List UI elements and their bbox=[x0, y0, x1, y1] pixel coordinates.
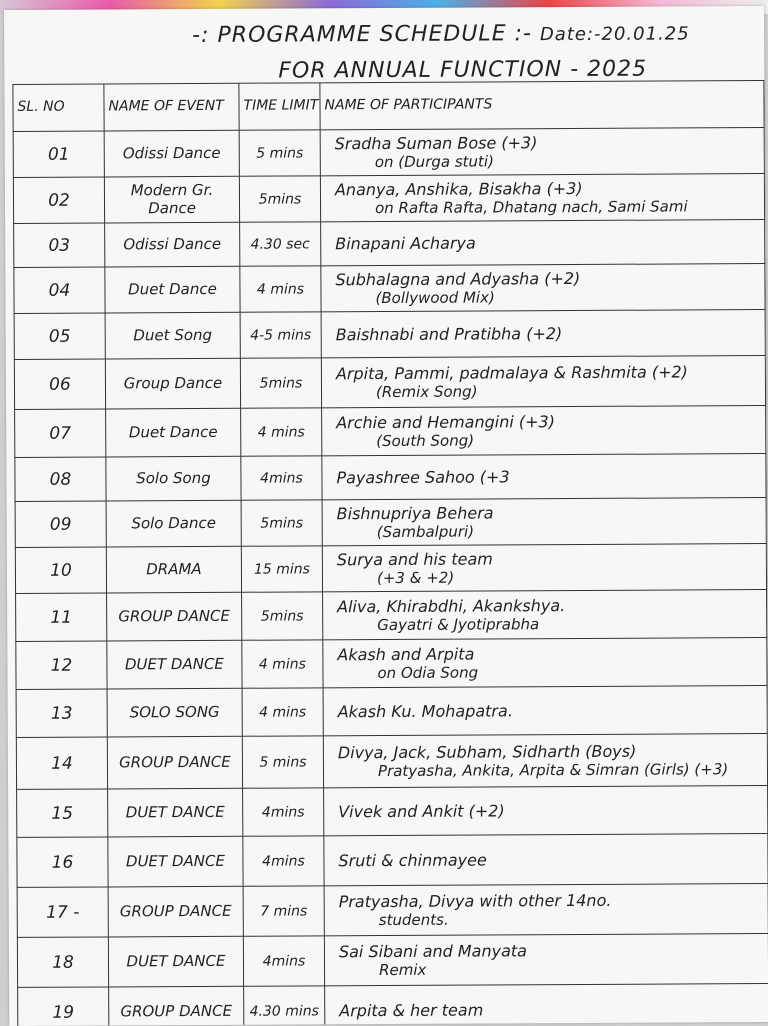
participants-line-1: Aliva, Khirabdhi, Akankshya. bbox=[337, 595, 566, 617]
table-row bbox=[13, 174, 764, 224]
table-row bbox=[15, 544, 766, 594]
schedule-paper bbox=[4, 6, 768, 1026]
event-cell: GROUP DANCE bbox=[109, 986, 244, 1026]
date-text: Date:-20.01.25 bbox=[539, 23, 690, 46]
time-cell: 15 mins bbox=[241, 546, 322, 592]
participants-line-2: on Odia Song bbox=[377, 663, 479, 683]
table-row bbox=[17, 786, 768, 838]
header-event: NAME OF EVENT bbox=[104, 83, 239, 131]
participants-line-2: Remix bbox=[378, 960, 427, 980]
participants-line-1: Baishnabi and Pratibha (+2) bbox=[335, 323, 563, 345]
time-cell: 4.30 sec bbox=[240, 222, 321, 266]
participants-line-2: (Remix Song) bbox=[375, 382, 478, 402]
event-cell: DUET DANCE bbox=[108, 936, 243, 987]
participants-cell bbox=[321, 264, 765, 312]
participants-line-1: Bishnupriya Behera bbox=[336, 503, 494, 524]
sl-no-cell: 02 bbox=[13, 177, 104, 223]
participants-line-1: Archie and Hemangini (+3) bbox=[336, 412, 555, 433]
participants-line-1: Arpita & her team bbox=[339, 1000, 484, 1021]
sl-no-cell: 13 bbox=[16, 689, 107, 737]
table-row bbox=[14, 220, 765, 268]
participants-line-2: on Rafta Rafta, Dhatang nach, Sami Sami bbox=[375, 197, 688, 218]
time-cell: 4mins bbox=[241, 456, 322, 500]
participants-line-2: students. bbox=[378, 910, 449, 930]
sl-no-cell: 01 bbox=[13, 131, 104, 177]
sl-no-cell: 03 bbox=[14, 223, 105, 267]
participants-cell bbox=[324, 834, 768, 886]
participants-line-2: (Sambalpuri) bbox=[376, 522, 475, 542]
time-cell: 4.30 mins bbox=[244, 986, 325, 1026]
time-cell: 4 mins bbox=[242, 640, 323, 688]
sl-no-cell: 19 bbox=[18, 987, 109, 1026]
participants-cell bbox=[323, 686, 767, 736]
table-row bbox=[16, 734, 767, 790]
event-cell: GROUP DANCE bbox=[108, 886, 243, 937]
participants-cell bbox=[322, 454, 766, 500]
event-cell: Modern Gr. Dance bbox=[104, 176, 239, 223]
participants-line-1: Surya and his team bbox=[336, 549, 493, 570]
event-cell: Duet Dance bbox=[106, 408, 241, 457]
participants-line-2: (Bollywood Mix) bbox=[375, 288, 495, 308]
header-time: TIME LIMIT bbox=[239, 83, 320, 130]
event-cell: Odissi Dance bbox=[104, 130, 239, 177]
time-cell: 4 mins bbox=[242, 688, 323, 736]
time-cell: 5mins bbox=[241, 500, 322, 546]
event-cell: Odissi Dance bbox=[105, 222, 240, 267]
event-cell: GROUP DANCE bbox=[107, 736, 242, 789]
table-row bbox=[17, 884, 768, 938]
participants-line-1: Akash and Arpita bbox=[337, 644, 475, 665]
participants-line-1: Arpita, Pammi, padmalaya & Rashmita (+2) bbox=[335, 362, 688, 384]
sl-no-cell: 10 bbox=[15, 547, 106, 593]
participants-line-1: Sruti & chinmayee bbox=[338, 850, 487, 871]
participants-line-1: Divya, Jack, Subham, Sidharth (Boys) bbox=[337, 741, 637, 763]
time-cell: 4mins bbox=[243, 836, 324, 886]
table-row bbox=[15, 498, 766, 548]
participants-line-2: Gayatri & Jyotiprabha bbox=[377, 615, 540, 635]
participants-line-1: Payashree Sahoo (+3 bbox=[336, 467, 510, 488]
event-cell: Duet Dance bbox=[105, 266, 240, 313]
event-cell: DRAMA bbox=[106, 546, 241, 593]
time-cell: 5 mins bbox=[242, 736, 323, 788]
sl-no-cell: 17 - bbox=[17, 887, 108, 937]
participants-line-1: Sradha Suman Bose (+3) bbox=[334, 133, 538, 154]
table-row bbox=[17, 834, 768, 888]
table-row bbox=[13, 128, 764, 178]
time-cell: 4-5 mins bbox=[240, 312, 321, 358]
participants-line-1: Binapani Acharya bbox=[335, 233, 476, 254]
participants-cell bbox=[321, 310, 765, 358]
participants-line-1: Sai Sibani and Manyata bbox=[338, 941, 528, 962]
participants-cell bbox=[323, 734, 767, 788]
event-cell: DUET DANCE bbox=[108, 788, 243, 837]
participants-line-2: on (Durga stuti) bbox=[374, 152, 494, 172]
table-row bbox=[17, 934, 768, 988]
event-cell: GROUP DANCE bbox=[107, 592, 242, 641]
event-cell: Solo Song bbox=[106, 456, 241, 501]
participants-line-1: Akash Ku. Mohapatra. bbox=[337, 701, 513, 722]
sl-no-cell: 08 bbox=[15, 457, 106, 501]
header-participants: NAME OF PARTICIPANTS bbox=[320, 81, 764, 130]
document-title bbox=[192, 20, 690, 48]
table-row bbox=[14, 356, 765, 410]
time-cell: 4 mins bbox=[241, 408, 322, 456]
sl-no-cell: 11 bbox=[16, 593, 107, 641]
event-cell: DUET DANCE bbox=[108, 836, 243, 887]
participants-cell bbox=[324, 934, 768, 986]
event-cell: Solo Dance bbox=[106, 500, 241, 547]
time-cell: 4mins bbox=[243, 788, 324, 836]
participants-cell bbox=[321, 356, 765, 408]
participants-cell bbox=[324, 884, 768, 936]
participants-cell bbox=[324, 786, 768, 836]
participants-cell bbox=[322, 498, 766, 546]
time-cell: 4 mins bbox=[240, 266, 321, 312]
participants-cell bbox=[321, 220, 765, 266]
participants-line-1: Subhalagna and Adyasha (+2) bbox=[335, 268, 581, 290]
sl-no-cell: 06 bbox=[14, 359, 105, 409]
sl-no-cell: 15 bbox=[17, 789, 108, 837]
sl-no-cell: 09 bbox=[15, 501, 106, 547]
event-cell: Group Dance bbox=[105, 358, 240, 409]
sl-no-cell: 07 bbox=[15, 409, 106, 457]
table-row bbox=[16, 686, 767, 738]
event-cell: DUET DANCE bbox=[107, 640, 242, 689]
document-subtitle: FOR ANNUAL FUNCTION - 2025 bbox=[278, 56, 648, 84]
participants-line-2: (South Song) bbox=[376, 431, 475, 451]
schedule-table bbox=[12, 80, 768, 1026]
participants-line-1: Pratyasha, Divya with other 14no. bbox=[338, 890, 612, 912]
participants-cell bbox=[323, 590, 767, 640]
table-row bbox=[14, 310, 765, 360]
participants-line-2: Pratyasha, Ankita, Arpita & Simran (Girls) (+3) bbox=[377, 760, 729, 781]
time-cell: 5 mins bbox=[239, 130, 320, 176]
participants-cell bbox=[322, 544, 766, 592]
event-cell: Duet Song bbox=[105, 312, 240, 359]
participants-cell bbox=[320, 128, 764, 176]
table-row bbox=[16, 638, 767, 690]
event-cell: SOLO SONG bbox=[107, 688, 242, 737]
participants-line-2: (+3 & +2) bbox=[376, 568, 455, 588]
time-cell: 5mins bbox=[242, 592, 323, 640]
participants-line-1: Vivek and Ankit (+2) bbox=[338, 801, 505, 822]
participants-cell bbox=[320, 174, 764, 222]
sl-no-cell: 18 bbox=[17, 937, 108, 987]
participants-cell bbox=[323, 638, 767, 688]
table-header-row bbox=[13, 81, 764, 132]
participants-line-1: Ananya, Anshika, Bisakha (+3) bbox=[334, 178, 583, 200]
table-row bbox=[18, 983, 768, 1025]
sl-no-cell: 12 bbox=[16, 641, 107, 689]
participants-cell bbox=[322, 406, 766, 456]
table-row bbox=[15, 454, 766, 502]
sl-no-cell: 04 bbox=[14, 267, 105, 313]
table-row bbox=[15, 406, 766, 458]
table-row bbox=[16, 590, 767, 642]
table-row bbox=[14, 264, 765, 314]
time-cell: 5mins bbox=[240, 358, 321, 408]
title-text: -: PROGRAMME SCHEDULE :- bbox=[192, 21, 532, 49]
participants-cell bbox=[325, 983, 768, 1025]
header-sl-no: SL. NO bbox=[13, 84, 104, 131]
sl-no-cell: 05 bbox=[14, 313, 105, 359]
time-cell: 5mins bbox=[239, 176, 320, 222]
time-cell: 4mins bbox=[243, 936, 324, 986]
sl-no-cell: 14 bbox=[16, 737, 107, 789]
sl-no-cell: 16 bbox=[17, 837, 108, 887]
time-cell: 7 mins bbox=[243, 886, 324, 936]
